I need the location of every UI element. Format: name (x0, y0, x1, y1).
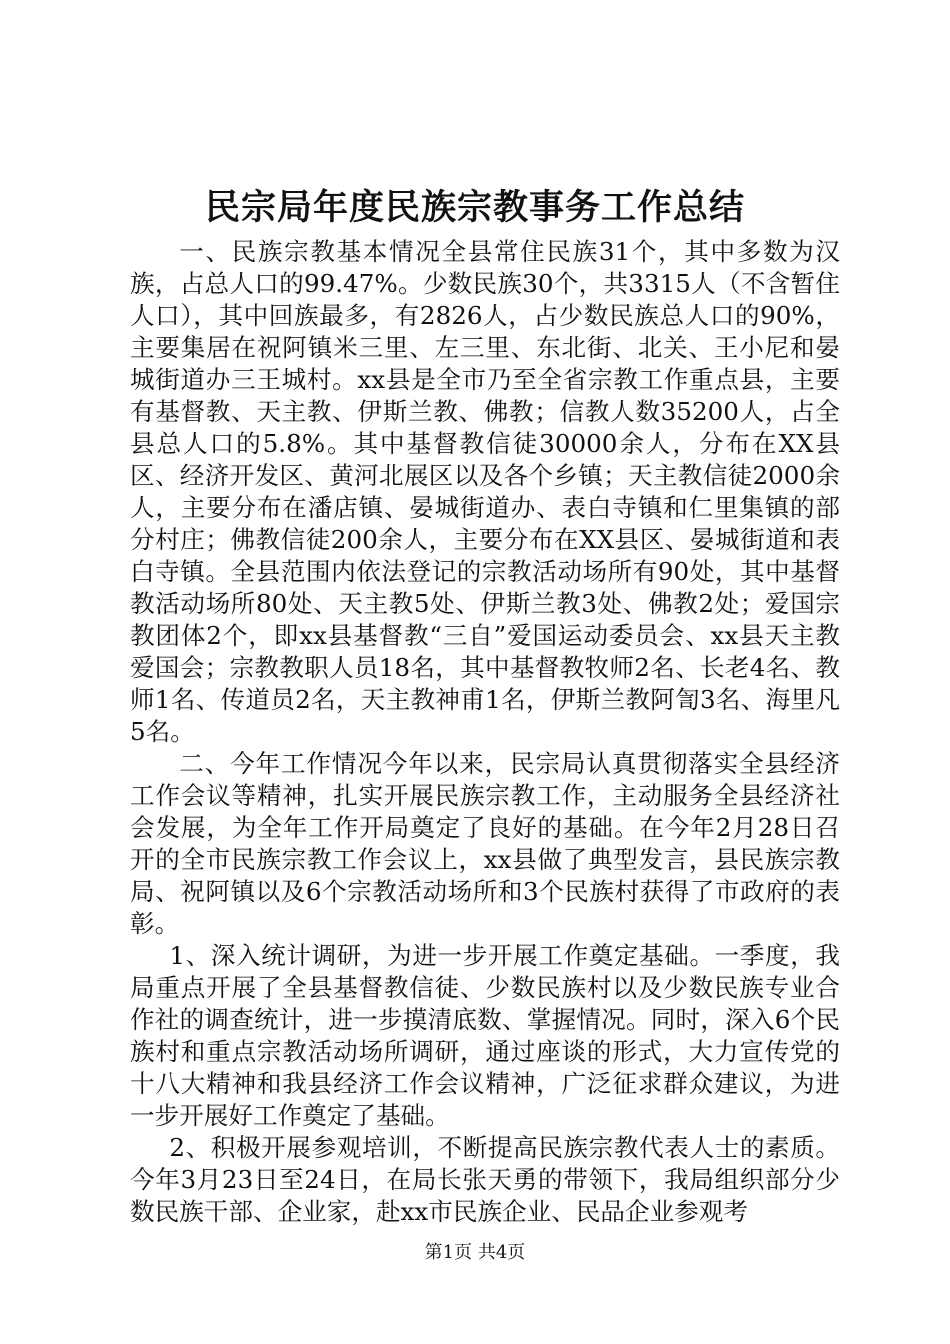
document-title: 民宗局年度民族宗教事务工作总结 (204, 187, 745, 228)
paragraph-work-situation: 二、今年工作情况今年以来，民宗局认真贯彻落实全县经济工作会议等精神，扎实开展民族宗教工作，主动服务全县经济社会发展，为全年工作开局奠定了良好的基础。在今年2月28日召开的全市民族宗教工作会议上，xx县做了典型发言，县民族宗教局、祝阿镇以及6个宗教活动场所和3个民族村获得了市政府的表彰。 (130, 749, 840, 938)
page-footer: 第1页 共4页 (424, 1242, 526, 1263)
document-body (130, 236, 840, 1228)
paragraph-training-visits: 2、积极开展参观培训，不断提高民族宗教代表人士的素质。今年3月23日至24日，在局长张天勇的带领下，我局组织部分少数民族干部、企业家，赴xx市民族企业、民品企业参观考 (130, 1133, 840, 1226)
paragraph-survey-research: 1、深入统计调研，为进一步开展工作奠定基础。一季度，我局重点开展了全县基督教信徒、少数民族村以及少数民族专业合作社的调查统计，进一步摸清底数、掌握情况。同时，深入6个民族村和重点宗教活动场所调研，通过座谈的形式，大力宣传党的十八大精神和我县经济工作会议精神，广泛征求群众建议，为进一步开展好工作奠定了基础。 (130, 941, 840, 1130)
paragraph-basic-situation: 一、民族宗教基本情况全县常住民族31个，其中多数为汉族，占总人口的99.47%。少数民族30个，共3315人（不含暂住人口），其中回族最多，有2826人，占少数民族总人口的90%，主要集居在祝阿镇米三里、左三里、东北街、北关、王小尼和晏城街道办三王城村。xx县是全市乃至全省宗教工作重点县，主要有基督教、天主教、伊斯兰教、佛教；信教人数35200人，占全县总人口的5.8%。其中基督教信徒30000余人，分布在XX县区、经济开发区、黄河北展区以及各个乡镇；天主教信徒2000余人，主要分布在潘店镇、晏城街道办、表白寺镇和仁里集镇的部分村庄；佛教信徒200余人，主要分布在XX县区、晏城街道和表白寺镇。全县范围内依法登记的宗教活动场所有90处，其中基督教活动场所80处、天主教5处、伊斯兰教3处、佛教2处；爱国宗教团体2个，即xx县基督教“三自”爱国运动委员会、xx县天主教爱国会；宗教教职人员18名，其中基督教牧师2名、长老4名、教师1名、传道员2名，天主教神甫1名，伊斯兰教阿訇3名、海里凡5名。 (130, 237, 840, 746)
